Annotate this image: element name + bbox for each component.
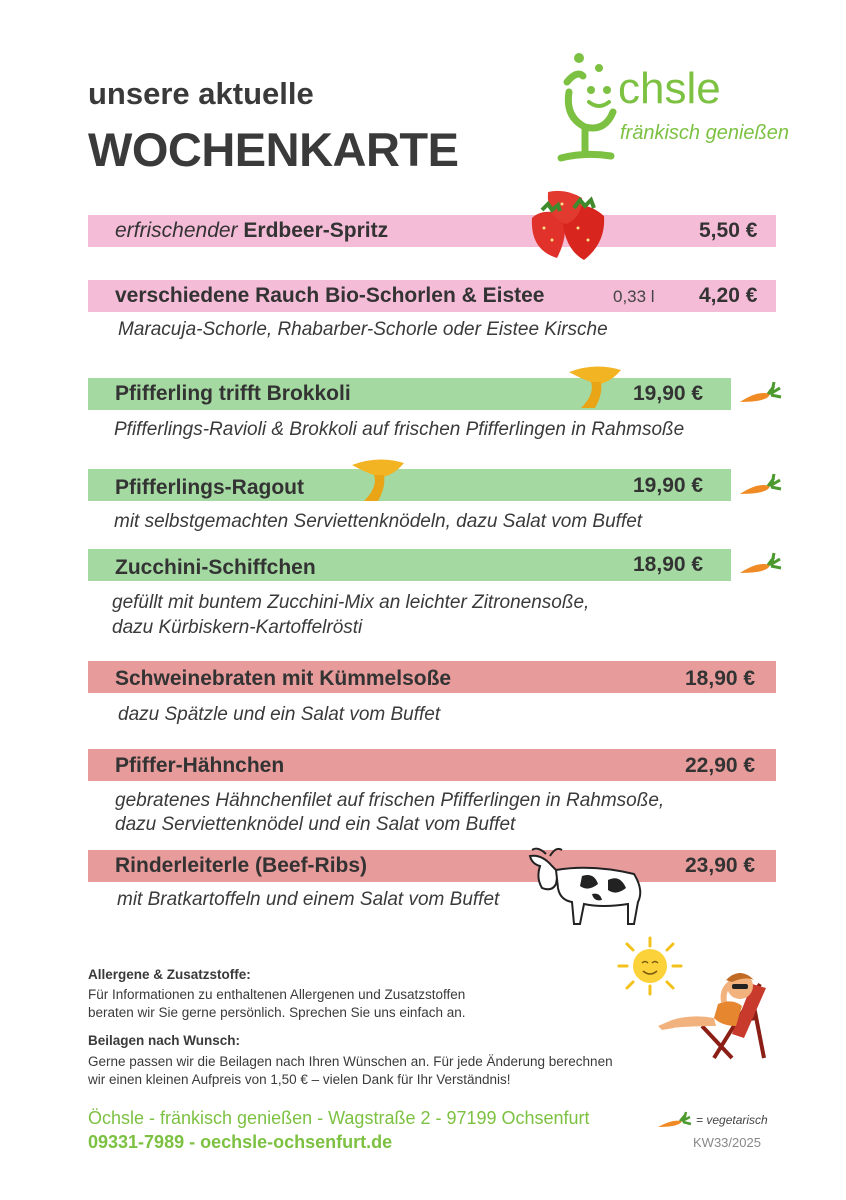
carrot-icon (738, 551, 784, 581)
cow-icon (522, 844, 646, 926)
logo-icon (555, 52, 625, 167)
menu-item-description: dazu Kürbiskern-Kartoffelrösti (112, 617, 363, 638)
allergen-heading: Allergene & Zusatzstoffe: (88, 967, 251, 982)
menu-item-description: gefüllt mit buntem Zucchini-Mix an leichter Zitronensoße, (112, 592, 590, 613)
menu-item-price: 23,90 € (685, 854, 756, 877)
menu-item-price: 18,90 € (685, 667, 756, 690)
menu-item-price: 19,90 € (633, 474, 704, 497)
deckchair-person-icon (652, 966, 772, 1066)
carrot-icon (738, 380, 784, 410)
menu-item-description: dazu Spätzle und ein Salat vom Buffet (118, 704, 441, 725)
menu-item-title: Pfifferling trifft Brokkoli (115, 382, 351, 405)
menu-item-description: Pfifferlings-Ravioli & Brokkoli auf frischen Pfifferlingen in Rahmsoße (114, 419, 685, 440)
menu-item-name: Erdbeer-Spritz (243, 219, 389, 242)
menu-item-title: Rinderleiterle (Beef-Ribs) (115, 854, 368, 877)
footer-contact[interactable]: 09331-7989 - oechsle-ochsenfurt.de (88, 1132, 393, 1152)
sides-heading: Beilagen nach Wunsch: (88, 1033, 241, 1048)
chanterelle-icon (348, 455, 408, 505)
chanterelle-icon (565, 362, 625, 412)
footer-address: Öchsle - fränkisch genießen - Wagstraße 2 - 97199 Ochsenfurt (88, 1108, 590, 1128)
logo-tagline: fränkisch genießen (620, 122, 789, 144)
menu-item-price: 22,90 € (685, 754, 756, 777)
sides-text: wir einen kleinen Aufpreis von 1,50 € – vielen Dank für Ihr Verständnis! (88, 1072, 511, 1087)
menu-item-price: 4,20 € (699, 284, 758, 307)
menu-item-description: dazu Serviettenknödel und ein Salat vom Buffet (115, 814, 516, 835)
menu-item-volume: 0,33 l (613, 287, 655, 306)
menu-item-title (115, 219, 388, 243)
menu-item-price: 18,90 € (633, 553, 704, 576)
sides-text: Gerne passen wir die Beilagen nach Ihren Wünschen an. Für jede Änderung berechnen (88, 1054, 613, 1069)
vegetarian-legend: = vegetarisch (696, 1113, 768, 1127)
carrot-icon (656, 1111, 694, 1133)
menu-item-price: 19,90 € (633, 382, 704, 405)
heading-subtitle: unsere aktuelle (88, 76, 314, 111)
menu-item-title: Pfifferlings-Ragout (115, 476, 304, 499)
heading-title: WOCHENKARTE (88, 123, 459, 176)
carrot-icon (738, 472, 784, 502)
menu-item-title: Schweinebraten mit Kümmelsoße (115, 667, 452, 690)
menu-item-prefix: erfrischender (115, 219, 238, 242)
menu-item-description: mit Bratkartoffeln und einem Salat vom Buffet (117, 889, 500, 910)
allergen-text: Für Informationen zu enthaltenen Allergenen und Zusatzstoffen (88, 987, 466, 1002)
menu-item-description: Maracuja-Schorle, Rhabarber-Schorle oder Eistee Kirsche (118, 319, 608, 340)
menu-item-title: Zucchini-Schiffchen (115, 556, 316, 579)
menu-item-price: 5,50 € (699, 219, 758, 242)
menu-item-title: verschiedene Rauch Bio-Schorlen & Eistee (115, 284, 545, 307)
calendar-week: KW33/2025 (693, 1135, 761, 1150)
strawberry-icon (522, 188, 614, 266)
logo-wordmark: chsle (618, 64, 721, 113)
allergen-text: beraten wir Sie gerne persönlich. Sprechen Sie uns einfach an. (88, 1005, 466, 1020)
menu-item-title: Pfiffer-Hähnchen (115, 754, 285, 777)
menu-item-description: mit selbstgemachten Serviettenknödeln, dazu Salat vom Buffet (114, 511, 643, 532)
menu-item-description: gebratenes Hähnchenfilet auf frischen Pfifferlingen in Rahmsoße, (115, 790, 665, 811)
